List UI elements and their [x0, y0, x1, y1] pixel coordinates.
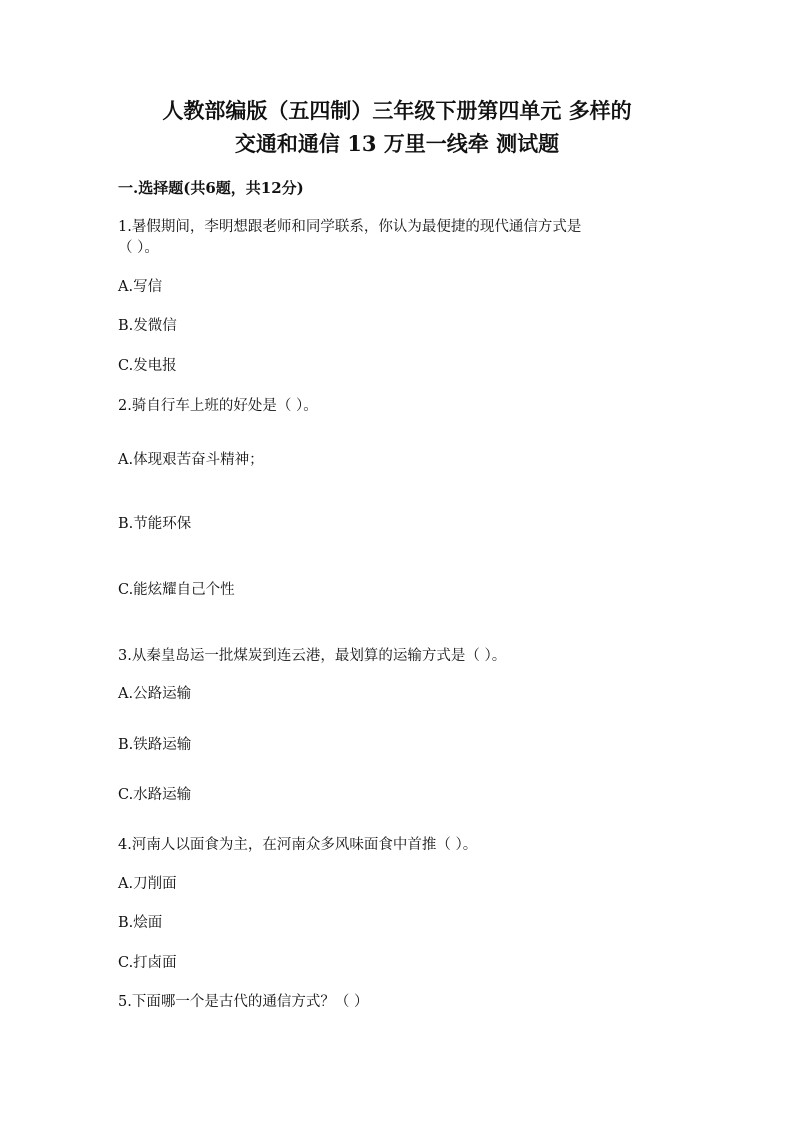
question-3-option-b: B.铁路运输 — [118, 737, 192, 753]
question-4-option-b: B.烩面 — [118, 915, 163, 931]
question-3-stem: 3.从秦皇岛运一批煤炭到连云港，最划算的运输方式是（ ）。 — [118, 648, 507, 664]
question-3-option-c: C.水路运输 — [118, 787, 192, 803]
question-5-stem: 5.下面哪一个是古代的通信方式？（ ） — [118, 994, 369, 1010]
question-1-stem-line-2: （ ）。 — [118, 240, 159, 256]
question-2-stem: 2.骑自行车上班的好处是（ ）。 — [118, 398, 318, 414]
section-heading: 一.选择题(共6题，共12分) — [118, 179, 304, 197]
question-2-option-a: A.体现艰苦奋斗精神； — [118, 452, 264, 468]
question-4-option-c: C.打卤面 — [118, 955, 177, 971]
question-2-option-b: B.节能环保 — [118, 516, 192, 532]
question-4-option-a: A.刀削面 — [118, 876, 177, 892]
question-1-option-a: A.写信 — [118, 279, 163, 295]
question-1-option-b: B.发微信 — [118, 318, 177, 334]
question-4-stem: 4.河南人以面食为主，在河南众多风味面食中首推（ ）。 — [118, 837, 478, 853]
question-1-option-c: C.发电报 — [118, 358, 177, 374]
page-title-line-2: 交通和通信 13 万里一线牵 测试题 — [234, 131, 560, 156]
question-1-stem-line-1: 1.暑假期间，李明想跟老师和同学联系，你认为最便捷的现代通信方式是 — [118, 219, 582, 235]
question-2-option-c: C.能炫耀自己个性 — [118, 582, 235, 598]
question-3-option-a: A.公路运输 — [118, 686, 192, 702]
page-title-line-1: 人教部编版（五四制）三年级下册第四单元 多样的 — [162, 98, 632, 123]
